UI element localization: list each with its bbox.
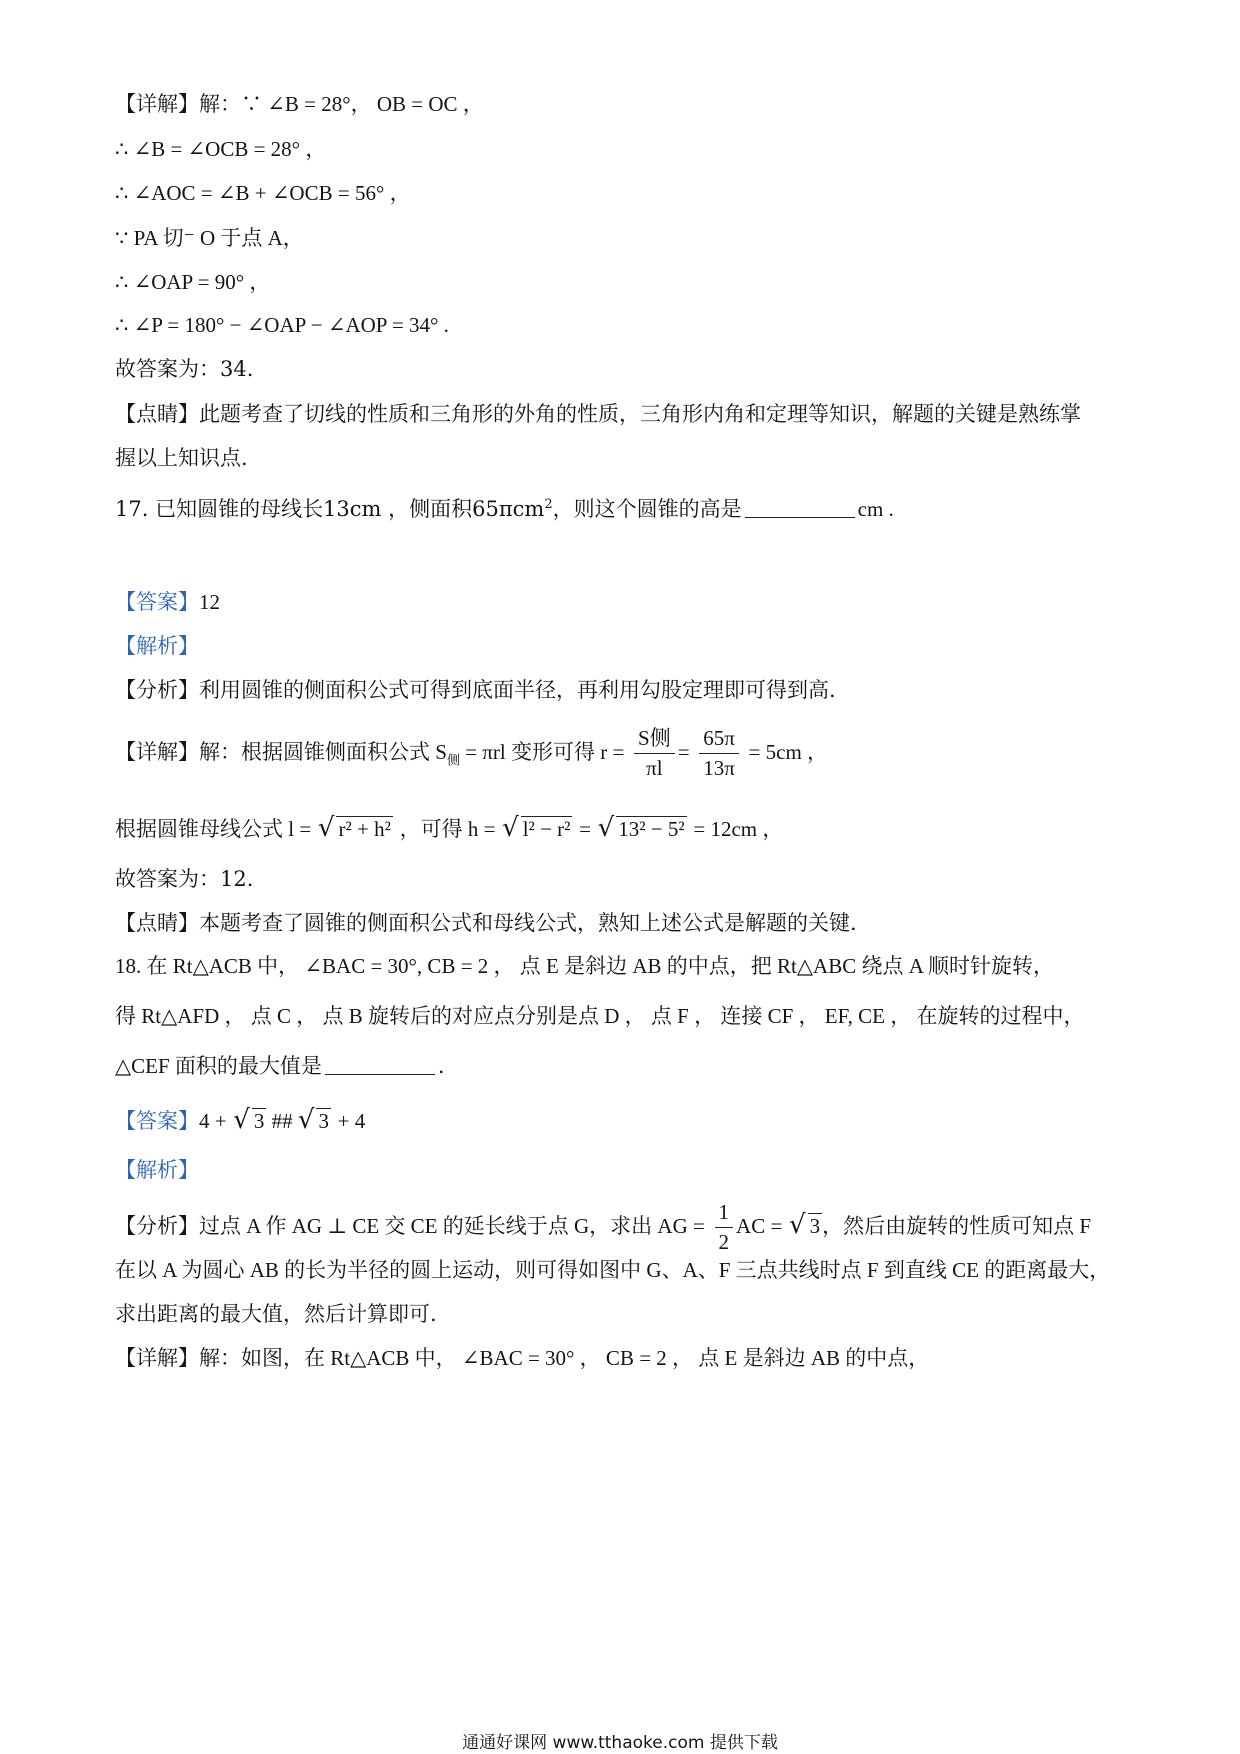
math-line: ∵ PA 切⁻ O 于点 A， xyxy=(115,226,304,250)
text: 过点 A 作 AG ⊥ CE 交 CE 的延长线于点 G，求出 AG = xyxy=(199,1214,705,1239)
answer-line: 故答案为：34. xyxy=(115,357,254,381)
section-label: 【点睛】 xyxy=(115,402,199,426)
section-label: 【分析】 xyxy=(115,1214,199,1239)
text: 17. 已知圆锥的母线长13cm ，侧面积65πcm xyxy=(115,497,545,521)
analysis-line: 在以 A 为圆心 AB 的长为半径的圆上运动，则可得如图中 G、A、F 三点共线时点 F 到直线 CE 的距离最大， xyxy=(115,1258,1111,1282)
answer-line: 故答案为：12. xyxy=(115,867,254,891)
text: = πrl 变形可得 r = xyxy=(459,740,625,765)
math-line: ∴ ∠AOC = ∠B + ∠OCB = 56° ， xyxy=(115,181,411,205)
denominator: 13π xyxy=(703,756,735,781)
text: 解：如图，在 Rt△ACB 中， ∠BAC = 30° ， CB = 2 ， 点 E 是斜边 AB 的中点， xyxy=(199,1346,930,1370)
text: 本题考查了圆锥的侧面积公式和母线公式，熟知上述公式是解题的关键. xyxy=(199,911,857,935)
fraction xyxy=(699,726,739,781)
section-label: 【详解】 xyxy=(115,740,199,765)
radicand: 13² − 5² xyxy=(618,817,685,841)
subscript: 侧 xyxy=(446,753,460,769)
answer-value: 12 xyxy=(199,590,220,614)
answer-line xyxy=(115,1105,365,1136)
fraction xyxy=(634,726,675,781)
text: ，可得 h = xyxy=(399,817,496,841)
radical-sign: √ xyxy=(597,813,615,843)
radical-sign: √ xyxy=(297,1105,315,1135)
denominator: πl xyxy=(646,756,663,781)
radical-sign: √ xyxy=(317,813,335,843)
answer-label: 【答案】 xyxy=(115,1109,199,1133)
math-line: ∴ ∠OAP = 90° ， xyxy=(115,270,271,294)
text: 根据圆锥母线公式 l = xyxy=(115,817,312,841)
detail-line: 【详解】解：根据圆锥侧面积公式 $S_侧 = \pi rl$ 变形可得 r = $\frac{\text{S侧}}{\pi l}$ = $\frac{65\pi}{13\pi}$ = 5cm ， xyxy=(115,726,829,781)
comment-line xyxy=(115,402,1081,427)
answer-label: 【答案】 xyxy=(115,590,199,614)
text: + 4 xyxy=(337,1109,366,1133)
radicand: 3 xyxy=(253,1109,265,1133)
fraction xyxy=(715,1200,734,1255)
radicand: 3 xyxy=(318,1109,329,1133)
analysis-line: 求出距离的最大值，然后计算即可. xyxy=(115,1302,437,1326)
text: ，然后由旋转的性质可知点 F xyxy=(822,1214,1092,1239)
section-label: 【详解】 xyxy=(115,1346,199,1370)
analysis-line xyxy=(115,678,836,703)
comment-line xyxy=(115,911,857,936)
section-label: 【点睛】 xyxy=(115,911,199,935)
answer-line xyxy=(115,590,220,615)
text: AC = xyxy=(736,1214,783,1239)
numerator: S侧 xyxy=(634,726,675,754)
text: ，则这个圆锥的高是 xyxy=(552,497,742,521)
text: 解：∵ ∠B = 28°， OB = OC ， xyxy=(199,92,484,116)
answer-blank xyxy=(325,1056,435,1075)
radical-sign: √ xyxy=(233,1105,250,1135)
question-18-stem: 18. 在 Rt△ACB 中， ∠BAC = 30°, CB = 2 ， 点 E 是斜边 AB 的中点，把 Rt△ABC 绕点 A 顺时针旋转， xyxy=(115,954,1054,978)
detail-line xyxy=(115,1346,929,1371)
section-label: 【详解】 xyxy=(115,92,199,116)
detail-line xyxy=(115,813,783,844)
analysis-label: 【解析】 xyxy=(115,1158,199,1182)
text: = 5cm ， xyxy=(748,740,829,765)
numerator: 65π xyxy=(699,726,739,754)
question-17-stem xyxy=(115,497,894,522)
math-line: ∴ ∠B = ∠OCB = 28° ， xyxy=(115,137,327,161)
math-line: ∴ ∠P = 180° − ∠OAP − ∠AOP = 34° . xyxy=(115,313,449,337)
text: 解：根据圆锥侧面积公式 S xyxy=(199,740,447,765)
text: ## xyxy=(266,1109,298,1133)
text: . xyxy=(437,1054,445,1078)
radical-sign: √ xyxy=(502,813,519,843)
analysis-line xyxy=(115,1200,1091,1255)
section-label: 【分析】 xyxy=(115,678,199,702)
denominator: 2 xyxy=(718,1230,730,1255)
text: 此题考查了切线的性质和三角形的外角的性质，三角形内角和定理等知识，解题的关键是熟练掌 xyxy=(199,402,1081,426)
page-footer: 通通好课网 www.tthaoke.com 提供下载 xyxy=(462,1733,778,1753)
question-18-stem: 得 Rt△AFD ， 点 C ， 点 B 旋转后的对应点分别是点 D ， 点 F ， 连接 CF ， EF, CE ， 在旋转的过程中， xyxy=(115,1004,1085,1028)
radicand: 3 xyxy=(809,1214,821,1239)
text: 利用圆锥的侧面积公式可得到底面半径，再利用勾股定理即可得到高. xyxy=(199,678,836,702)
radicand: r² + h² xyxy=(338,817,391,841)
superscript: 2 xyxy=(544,497,553,512)
comment-line: 握以上知识点. xyxy=(115,446,248,470)
radicand: l² − r² xyxy=(522,817,571,841)
analysis-label: 【解析】 xyxy=(115,634,199,658)
text: cm . xyxy=(857,497,894,521)
question-18-stem xyxy=(115,1054,445,1079)
radical-sign: √ xyxy=(789,1210,806,1241)
text: = 12cm ， xyxy=(693,817,784,841)
text: △CEF 面积的最大值是 xyxy=(115,1054,322,1078)
answer-blank xyxy=(745,499,855,518)
text: 4 + xyxy=(199,1109,227,1133)
text: = xyxy=(579,817,591,841)
numerator: 1 xyxy=(715,1200,734,1228)
detail-line xyxy=(115,92,484,117)
